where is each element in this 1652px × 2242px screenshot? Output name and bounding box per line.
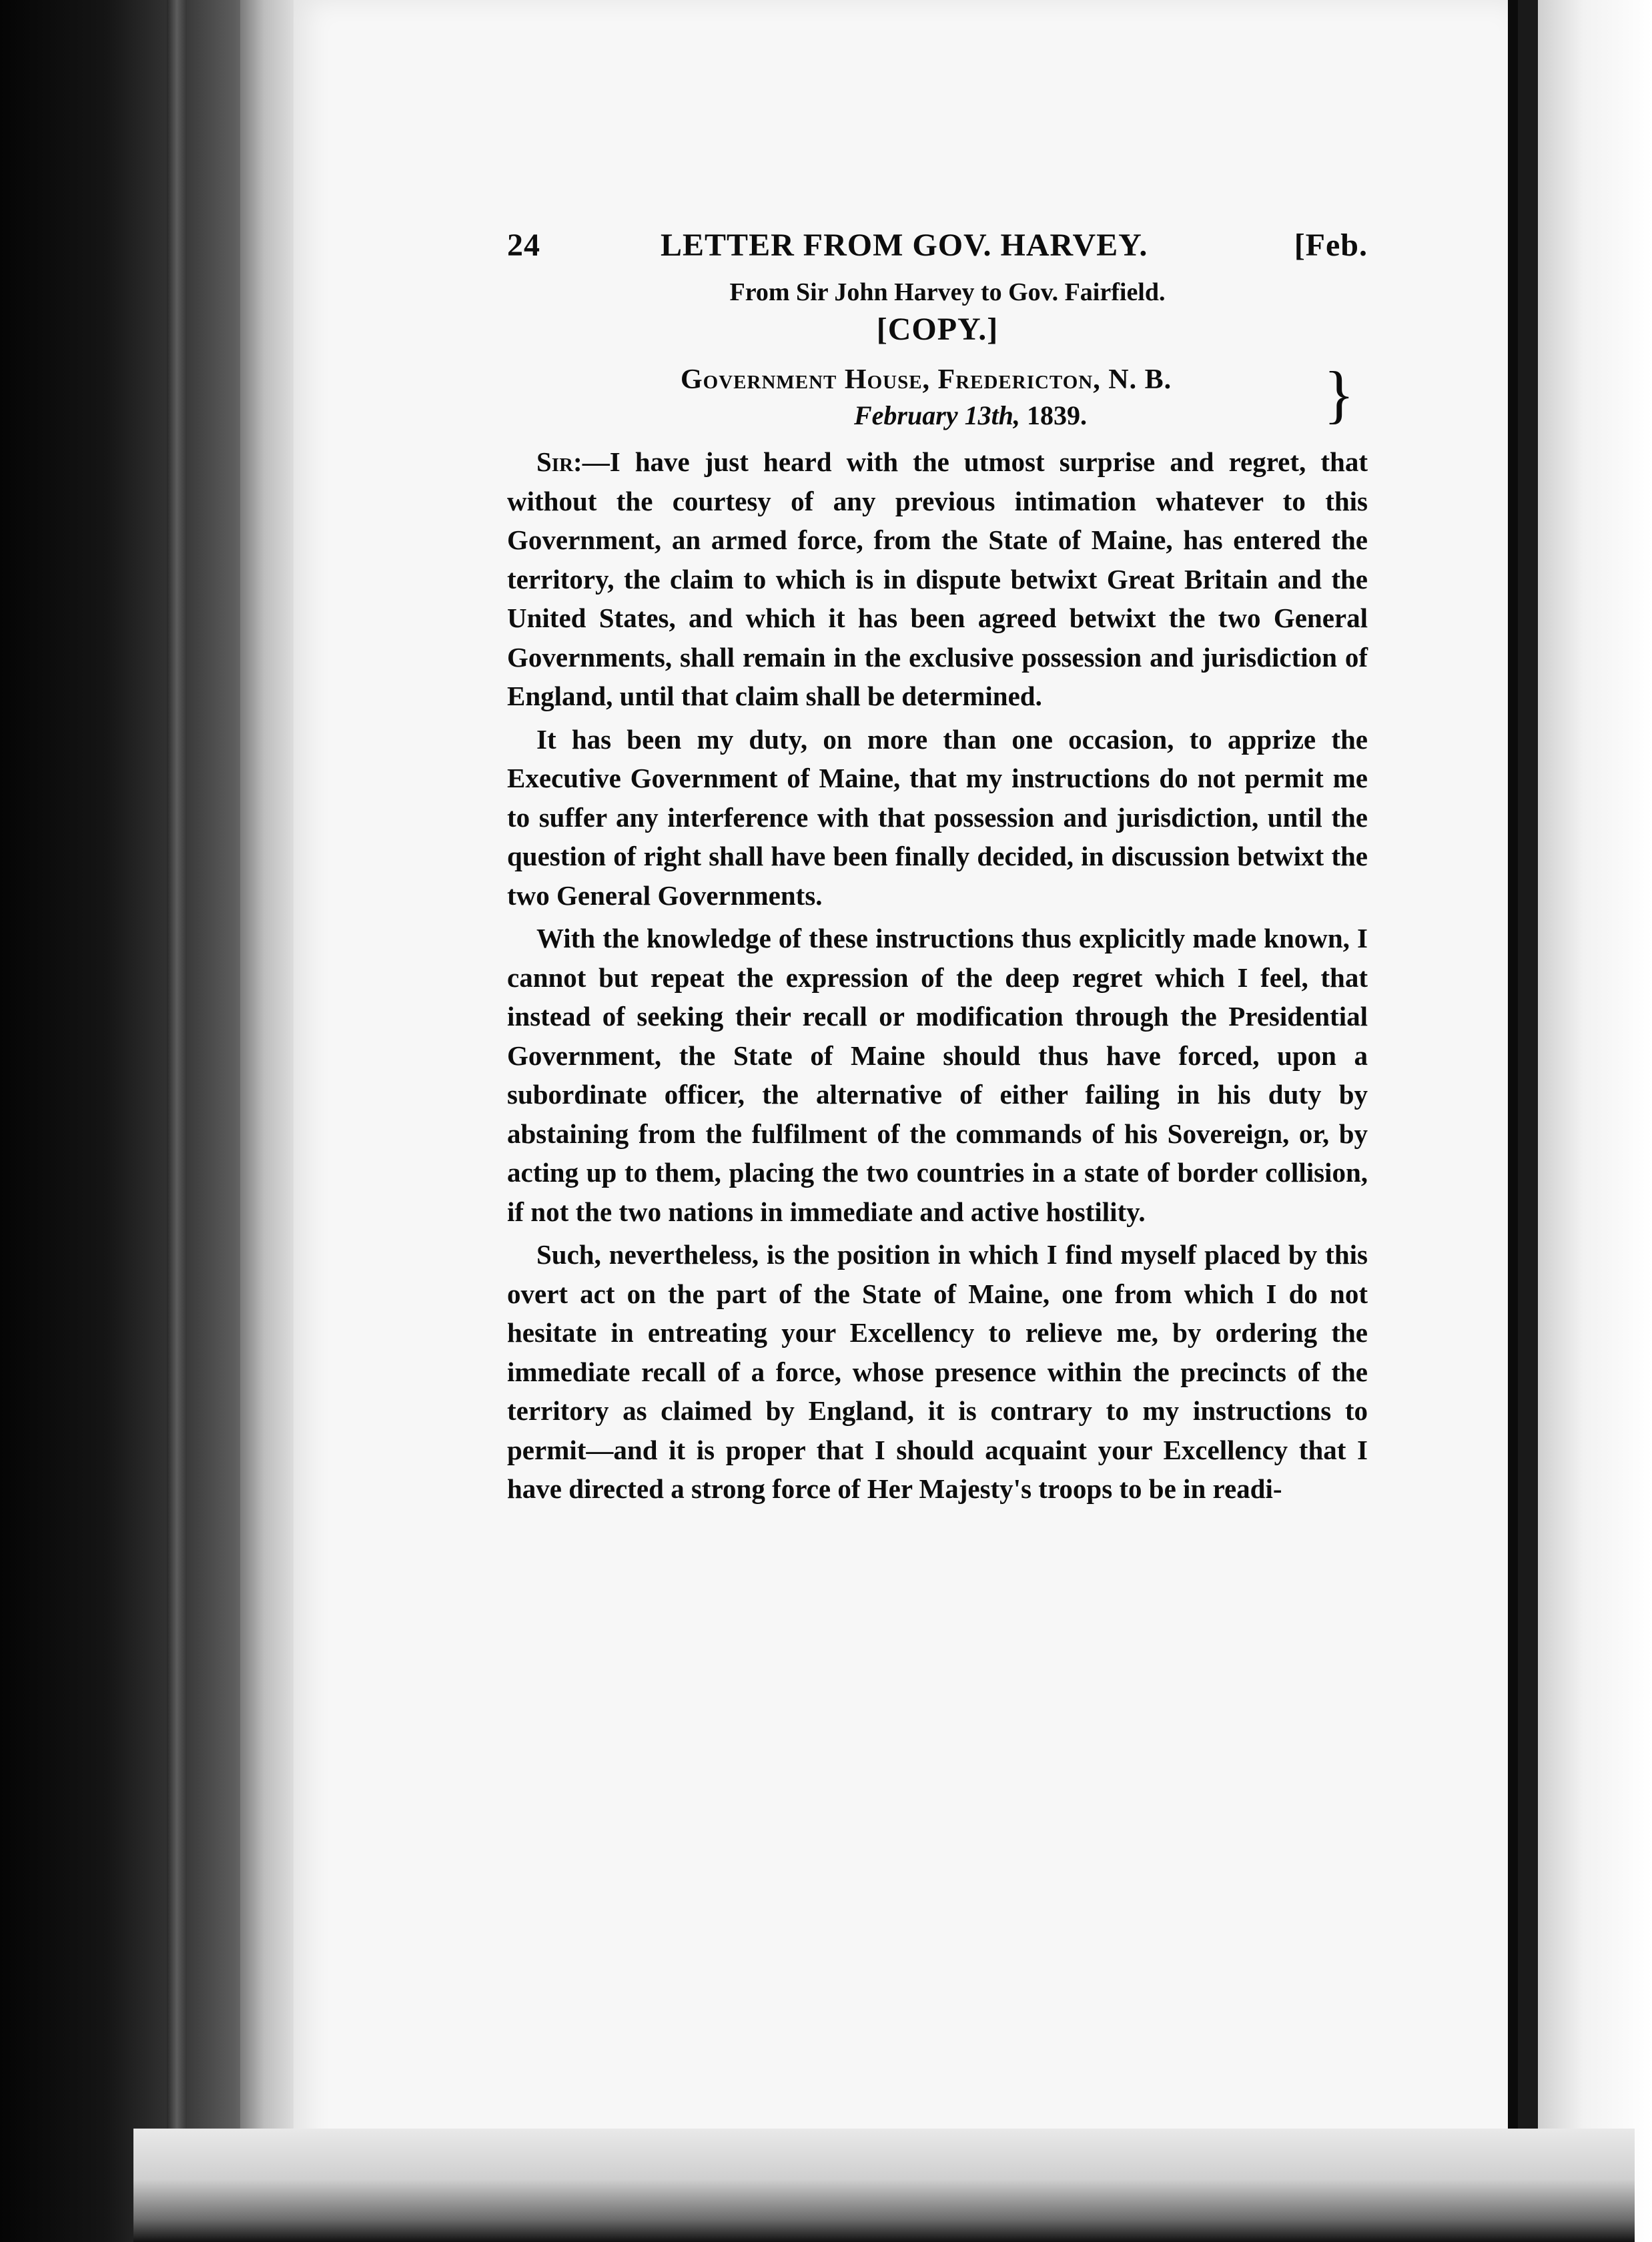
address-state: N. B.: [1108, 364, 1172, 395]
date-year: 1839.: [1026, 400, 1087, 430]
page-divider: [1518, 0, 1538, 2242]
paragraph-1: [507, 442, 1368, 716]
facing-page-edge: [1538, 0, 1652, 2242]
paragraph-4: Such, nevertheless, is the position in which I find myself placed by this overt act on the part of the State of Maine, one from which I do not hesitate in entreating your Excellency to relieve me, by ordering the immediate recall of a force, whose presence within the precincts of the territory as claimed by England, it is contrary to my instructions to permit—and it is proper that I should acquaint your Excellency that I have directed a strong force of Her Majesty's troops to be in readi-: [507, 1239, 1368, 1504]
paragraph-1-text: —I have just heard with the utmost surprise and regret, that without the courtesy of any previous intimation whatever to this Government, an armed force, from the State of Maine, has entered the territory, the claim to which is in dispute betwixt Great Britain and the United States, and which it has been agreed betwixt the two General Governments, shall remain in the exclusive possession and jurisdiction of England, until that claim shall be determined.: [507, 446, 1368, 711]
running-head: [507, 220, 1368, 274]
date-month: February 13th,: [854, 400, 1020, 430]
date-line: [854, 400, 1087, 431]
paragraph-3: With the knowledge of these instructions thus explicitly made known, I cannot but repeat the expression of the deep regret which I feel, that instead of seeking their recall or modification through the Presidential Government, the State of Maine should thus have forced, upon a subordinate officer, the alternative of either failing in his duty by abstaining from the fulfilment of the commands of his Sovereign, or, by acting up to them, placing the two countries in a state of border collision, if not the two nations in immediate and active hostility.: [507, 923, 1368, 1227]
running-title: LETTER FROM GOV. HARVEY.: [661, 228, 1148, 263]
address-brace: }: [1323, 358, 1354, 430]
page-number: 24: [507, 228, 540, 263]
address-block: [507, 356, 1368, 442]
running-month: [Feb.: [1294, 228, 1368, 263]
page-bottom-edge: [133, 2129, 1635, 2242]
page-gutter-shadow: [240, 0, 300, 2242]
address-line: [681, 364, 1172, 396]
book-spine-edge: [0, 0, 267, 2242]
salutation: Sir:: [536, 446, 582, 477]
letter-heading: From Sir John Harvey to Gov. Fairfield.: [729, 278, 1166, 306]
paragraph-2: It has been my duty, on more than one occasion, to apprize the Executive Government of Maine, that my instructions do not permit me to suffer any interference with that possession and jurisdiction, until the question of right shall have been finally decided, in discussion betwixt the two General Governments.: [507, 723, 1368, 911]
address-place: Government House, Fredericton,: [681, 364, 1101, 395]
copy-label: [COPY.]: [876, 312, 999, 347]
page-content: [507, 220, 1368, 1509]
